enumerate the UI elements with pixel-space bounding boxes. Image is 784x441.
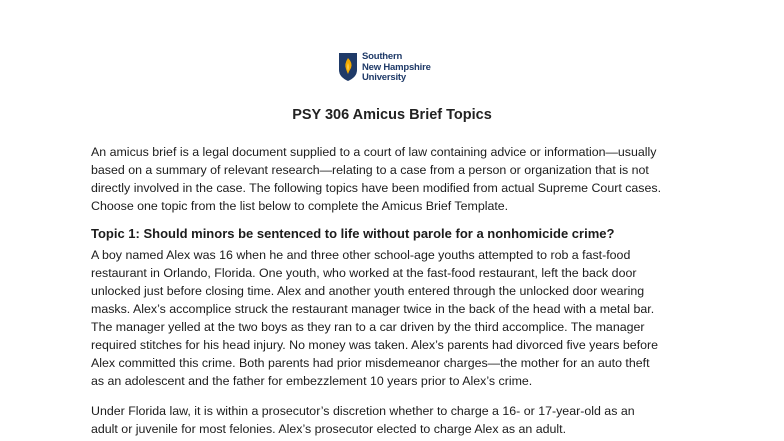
intro-line: An amicus brief is a legal document supplied to a court of law containing advice or information—usually [91,145,657,159]
shield-flame-icon [338,52,358,82]
intro-line: Choose one topic from the list below to complete the Amicus Brief Template. [91,199,509,213]
law-line: Under Florida law, it is within a prosecutor’s discretion whether to charge a 16- or 17-year-old as an [91,404,635,418]
case-line: masks. Alex’s accomplice struck the restaurant manager twice in the back of the head with a metal bar. [91,302,655,316]
case-line: required stitches for his head injury. No money was taken. Alex’s parents had divorced five years before [91,338,659,352]
case-paragraph [91,246,711,390]
case-line: restaurant in Orlando, Florida. One youth, who worked at the fast-food restaurant, left the back door [91,266,637,280]
law-paragraph [91,402,711,438]
logo-line-1: Southern [362,51,403,62]
law-line: adult or juvenile for most felonies. Alex’s prosecutor elected to charge Alex as an adult. [91,422,567,436]
case-line: unlocked just before closing time. Alex and another youth entered through the unlocked door wearing [91,284,645,298]
case-line: A boy named Alex was 16 when he and three other school-age youths attempted to rob a fast-food [91,248,631,262]
intro-paragraph [91,143,711,215]
logo-line-3: University [362,72,406,83]
topic-heading: Topic 1: Should minors be sentenced to life without parole for a nonhomicide crime? [91,226,615,241]
logo-line-2: New Hampshire [362,61,431,73]
university-logo [338,52,431,84]
logo-wordmark [362,52,431,84]
intro-line: directly involved in the case. The following topics have been modified from actual Supreme Court cases. [91,181,662,195]
case-line: Alex committed this crime. Both parents had prior misdemeanor charges—the mother for an auto theft [91,356,650,370]
intro-line: based on a summary of relevant research—relating to a case from a person or organization that is not [91,163,649,177]
document-title: PSY 306 Amicus Brief Topics [292,107,492,123]
case-line: The manager yelled at the two boys as they ran to a car driven by the third accomplice. The manager [91,320,645,334]
case-line: as an adolescent and the father for embezzlement 10 years prior to Alex’s crime. [91,374,533,388]
